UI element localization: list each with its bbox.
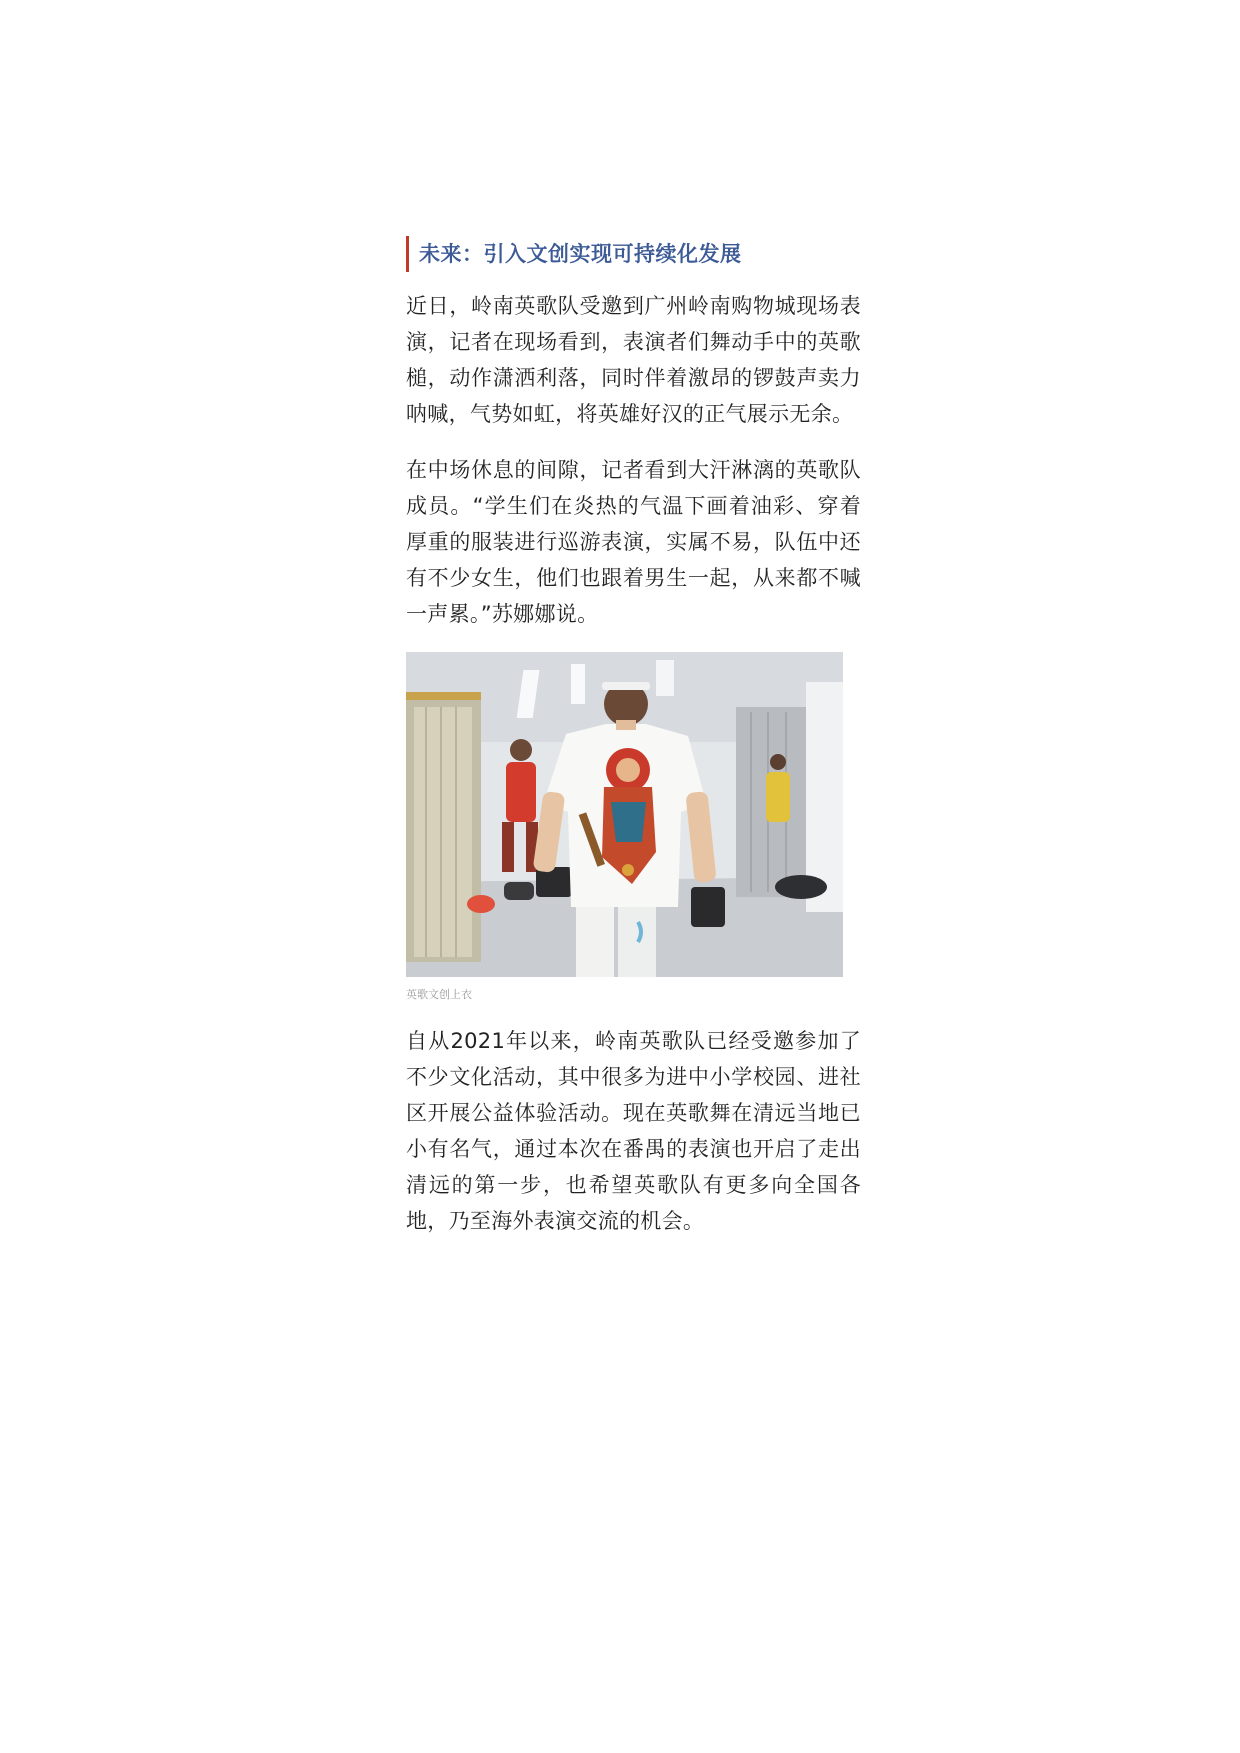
photo-illustration [406,652,843,977]
article-photo [406,652,843,977]
paragraph-break-interview: 在中场休息的间隙，记者看到大汗淋漓的英歌队成员。“学生们在炎热的气温下画着油彩、穿着厚重的服装进行巡游表演，实属不易，队伍中还有不少女生，他们也跟着男生一起，从来都不喊一声累。”苏娜娜说。 [406,458,861,626]
paragraph-performance: 近日，岭南英歌队受邀到广州岭南购物城现场表演，记者在现场看到，表演者们舞动手中的英歌槌，动作潇洒利落，同时伴着激昂的锣鼓声卖力呐喊，气势如虹，将英雄好汉的正气展示无余。 [406,294,861,426]
section-title: 未来：引入文创实现可持续化发展 [406,236,861,272]
photo-caption: 英歌文创上衣 [406,988,472,1001]
article [406,236,861,1259]
paragraph-closing: 自从2021年以来，岭南英歌队已经受邀参加了不少文化活动，其中很多为进中小学校园、进社区开展公益体验活动。现在英歌舞在清远当地已小有名气，通过本次在番禺的表演也开启了走出清远的第一步，也希望英歌队有更多向全国各地，乃至海外表演交流的机会。 [406,1029,861,1233]
